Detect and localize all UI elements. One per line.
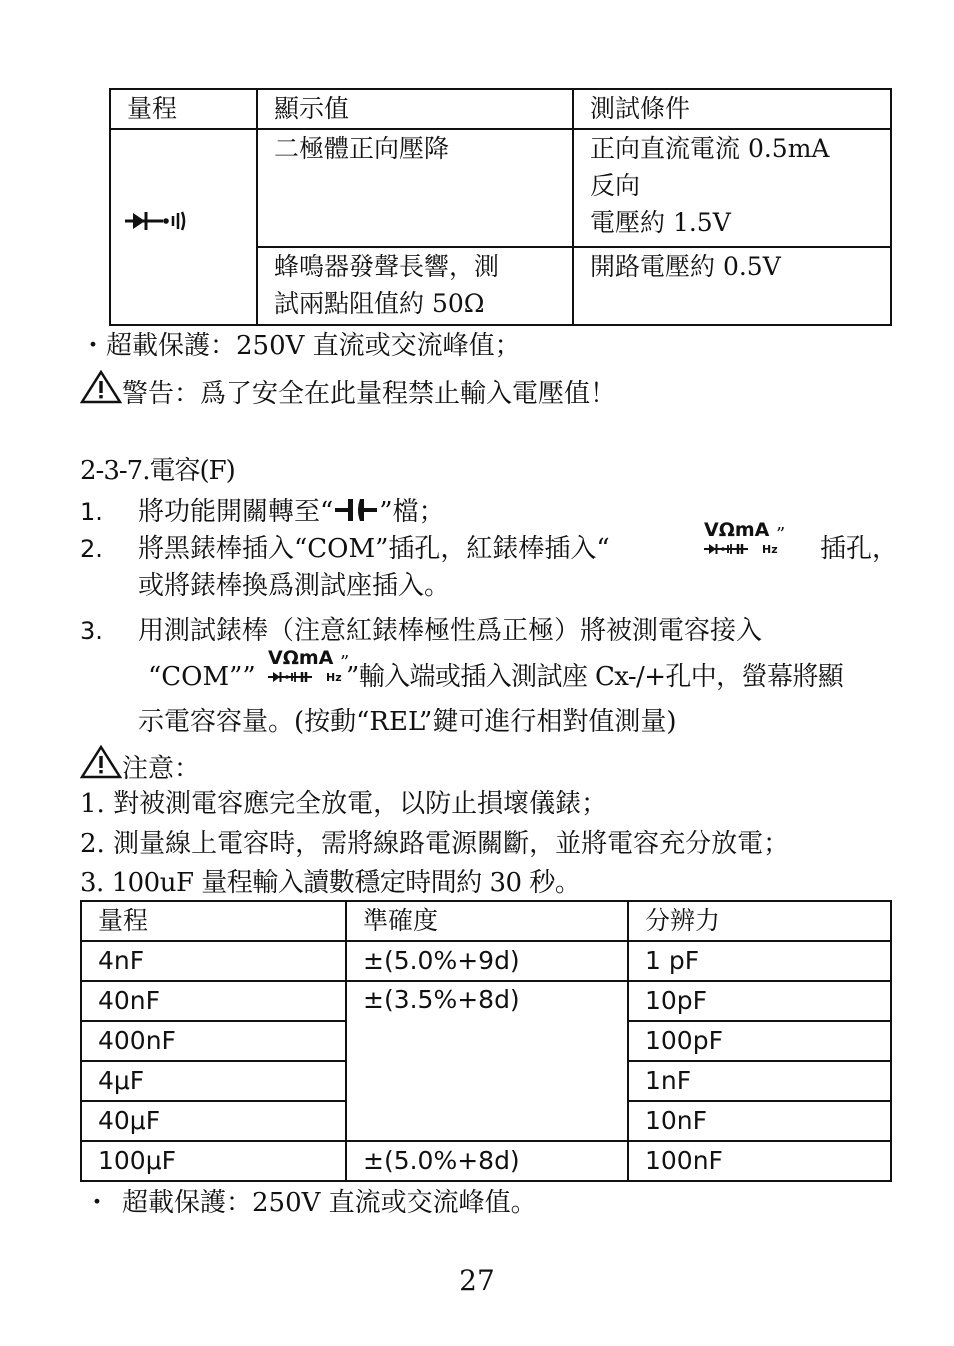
footer-bullet: ・ [84,1188,111,1218]
note-item: 3. 100uF 量程輸入讀數穩定時間約 30 秒。 [80,868,581,898]
accuracy-cell: ±(5.0%+8d) [346,1141,628,1181]
step-2-line-1 [138,530,610,568]
range-symbol-cell [110,129,257,325]
range-cell: 4μF [81,1061,346,1101]
accuracy-cell: ±(3.5%+8d) [346,981,628,1141]
table-header-display: 顯示值 [257,89,573,129]
step-3-line-2-end: ”輸入端或插入測試座 Cx-/+孔中，螢幕將顯 [346,662,844,692]
diode-buzzer-table [109,88,892,326]
condition-line: 電壓約 1.5V [590,208,731,237]
resolution-cell: 1 pF [628,941,891,981]
table-header-range: 量程 [81,901,346,941]
capacitance-spec-table [80,900,892,1182]
diode-display-cell: 二極體正向壓降 [257,129,573,247]
badge-top-text: VΩmA [704,519,770,541]
badge-bottom-text: Hz [762,543,778,556]
warning-text: 警告：爲了安全在此量程禁止輸入電壓值！ [122,379,617,409]
step-1 [138,493,445,531]
page-number: 27 [459,1264,495,1297]
step-2-text-end: 插孔， [820,534,899,564]
warning-line [80,370,616,413]
warning-triangle-icon [80,745,122,779]
table-header-condition: 測試條件 [573,89,891,129]
range-cell: 40μF [81,1101,346,1141]
table-header-accuracy: 準確度 [346,901,628,941]
caution-label: 注意： [122,754,201,784]
note-item: 2. 測量線上電容時，需將線路電源關斷，並將電容充分放電； [80,829,790,859]
badge-bottom-text: Hz [326,671,342,684]
step-3-line-1: 用測試錶棒（注意紅錶棒極性爲正極）將被測電容接入 [138,616,763,646]
step-3-line-2-start: “COM”” [148,662,256,692]
resolution-cell: 100pF [628,1021,891,1061]
vomah-terminal-badge: VΩmA ” Hz [704,519,786,556]
resolution-cell: 10pF [628,981,891,1021]
diode-capacitor-small-icon [704,543,758,555]
range-cell: 40nF [81,981,346,1021]
display-line: 蜂鳴器發聲長響，測 [274,252,500,281]
note-item: 1. 對被測電容應完全放電，以防止損壞儀錶； [80,789,608,819]
range-cell: 100μF [81,1141,346,1181]
diode-buzzer-icon [125,209,187,233]
step-number: 1. [80,498,103,526]
step-2-line-2: 或將錶棒換爲測試座插入。 [138,571,451,601]
footer-note: 超載保護：250V 直流或交流峰值。 [122,1188,537,1218]
warning-triangle-icon [80,370,122,404]
display-line: 試兩點阻值約 50Ω [274,289,485,318]
table-header-range: 量程 [110,89,257,129]
resolution-cell: 100nF [628,1141,891,1181]
capacitor-icon [333,497,379,523]
diode-capacitor-small-icon [268,671,322,683]
resolution-cell: 1nF [628,1061,891,1101]
buzzer-display-cell [257,247,573,325]
overload-note: ・超載保護：250V 直流或交流峰值； [80,331,521,361]
vomah-terminal-badge: VΩmA ” Hz [268,647,350,684]
section-title: 2-3-7.電容(F) [80,456,235,486]
range-cell: 4nF [81,941,346,981]
range-cell: 400nF [81,1021,346,1061]
condition-line: 反向 [590,171,641,200]
caution-line [80,745,200,788]
table-header-resolution: 分辨力 [628,901,891,941]
step-1-text: 將功能開關轉至“ [138,497,334,527]
diode-condition-cell [573,129,891,247]
condition-line: 正向直流電流 0.5mA [590,134,830,163]
step-number: 2. [80,535,103,563]
badge-top-text: VΩmA [268,647,334,669]
step-2-text: 將黑錶棒插入“COM”插孔，紅錶棒插入“ [138,534,610,564]
step-1-text-end: ”檔； [379,497,445,527]
buzzer-condition-cell: 開路電壓約 0.5V [573,247,891,325]
accuracy-cell: ±(5.0%+9d) [346,941,628,981]
step-3-line-3: 示電容容量。(按動“REL”鍵可進行相對值測量) [138,707,677,737]
resolution-cell: 10nF [628,1101,891,1141]
step-number: 3. [80,617,103,645]
